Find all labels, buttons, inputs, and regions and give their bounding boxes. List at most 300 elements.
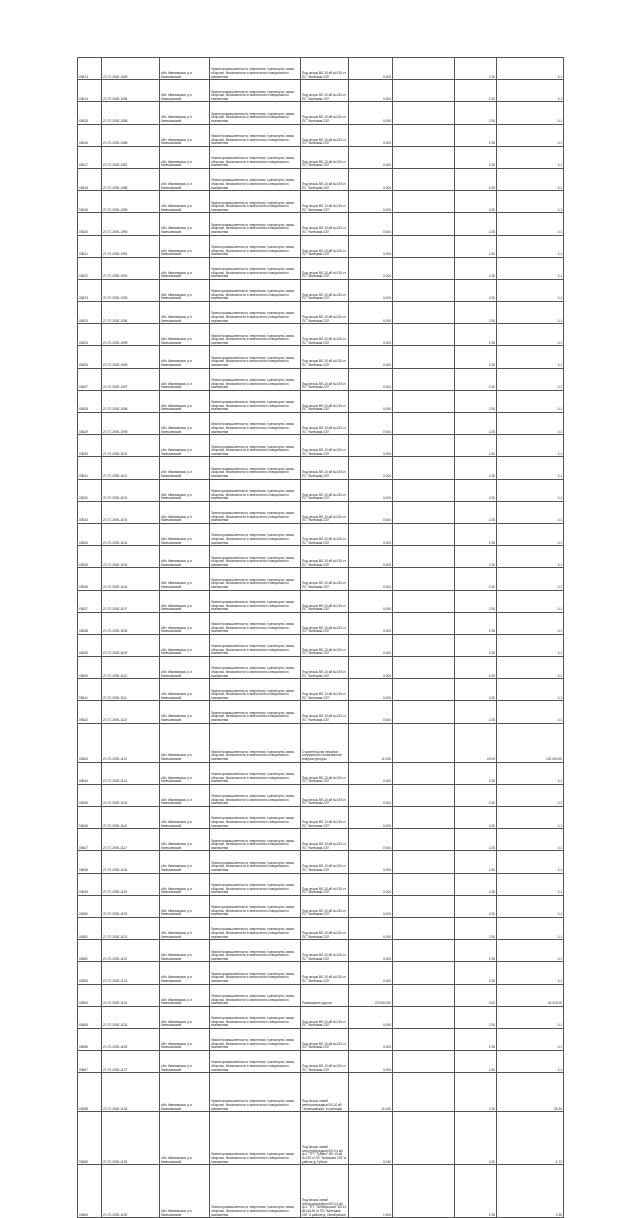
record-purpose: Под опоры ВЛ-10 кВ №130 от ПС "Кинешма 220" bbox=[301, 257, 349, 279]
record-land-category: Земли промышленности, энергетики, транспорта, связи, обороны, безопасности и земли иного специального назначения bbox=[210, 851, 301, 873]
table-row bbox=[78, 501, 564, 523]
record-ref: 27-07-2000-1103 bbox=[102, 501, 160, 523]
record-land-category: Земли промышленности, энергетики, транспорта, связи, обороны, безопасности и земли иного специального назначения bbox=[210, 124, 301, 146]
record-land-category: Земли промышленности, энергетики, транспорта, связи, обороны, безопасности и земли иного специального назначения bbox=[210, 962, 301, 984]
record-ref: 27-07-2000-1116 bbox=[102, 807, 160, 829]
record-purpose: Под опоры ВЛ-10 кВ №130 от ПС "Кинешма 220" bbox=[301, 590, 349, 612]
record-total: 0,1 bbox=[497, 501, 564, 523]
record-blank bbox=[393, 851, 455, 873]
record-total: 0,1 bbox=[497, 962, 564, 984]
record-location: обл. Ивановская, р-н Кинешемский bbox=[160, 940, 210, 962]
table-row bbox=[78, 568, 564, 590]
record-ref: 27-07-2000-1098 bbox=[102, 390, 160, 412]
record-purpose: Под опоры ВЛ-10 кВ №130 от ПС "Кинешма 220" bbox=[301, 851, 349, 873]
record-total: 0,1 bbox=[497, 413, 564, 435]
record-area: 0,004 bbox=[349, 940, 393, 962]
record-ref: 27-07-2000-1122 bbox=[102, 940, 160, 962]
record-land-category: Земли промышленности, энергетики, транспорта, связи, обороны, безопасности и земли иного специального назначения bbox=[210, 1112, 301, 1165]
record-ref: 27-07-2000-1117 bbox=[102, 829, 160, 851]
table-row bbox=[78, 762, 564, 784]
record-purpose: Под опоры ВЛ-10 кВ №130 от ПС "Кинешма 220" bbox=[301, 701, 349, 723]
record-land-category: Земли промышленности, энергетики, транспорта, связи, обороны, безопасности и земли иного специального назначения bbox=[210, 457, 301, 479]
record-price: 2,30 bbox=[455, 257, 497, 279]
record-location: обл. Ивановская, р-н Кинешемский bbox=[160, 807, 210, 829]
record-id: 03627 bbox=[78, 368, 102, 390]
record-blank bbox=[393, 1112, 455, 1165]
record-location: обл. Ивановская, р-н Кинешемский bbox=[160, 102, 210, 124]
record-area: 0,004 bbox=[349, 590, 393, 612]
record-land-category: Земли промышленности, энергетики, транспорта, связи, обороны, безопасности и земли иного специального назначения bbox=[210, 146, 301, 168]
record-area: 0,004 bbox=[349, 657, 393, 679]
record-land-category: Земли промышленности, энергетики, транспорта, связи, обороны, безопасности и земли иного специального назначения bbox=[210, 723, 301, 762]
record-location: обл. Ивановская, р-н Кинешемский bbox=[160, 1006, 210, 1028]
table-row bbox=[78, 435, 564, 457]
record-id: 03617 bbox=[78, 146, 102, 168]
record-price: 2,30 bbox=[455, 546, 497, 568]
record-total: 2,26 bbox=[497, 1165, 564, 1218]
record-id: 03618 bbox=[78, 168, 102, 190]
record-id: 03646 bbox=[78, 807, 102, 829]
record-area: 0,004 bbox=[349, 146, 393, 168]
record-total: 0,1 bbox=[497, 762, 564, 784]
record-price: 2,30 bbox=[455, 413, 497, 435]
record-blank bbox=[393, 191, 455, 213]
record-purpose: Под опоры ВЛ-10 кВ №130 от ПС "Кинешма 220" bbox=[301, 873, 349, 895]
record-id: 03657 bbox=[78, 1051, 102, 1073]
record-blank bbox=[393, 895, 455, 917]
record-purpose: Под опоры ВЛ-10 кВ №130 от ПС "Кинешма 220" bbox=[301, 168, 349, 190]
record-area: 0,004 bbox=[349, 523, 393, 545]
record-price: 0,00 bbox=[455, 984, 497, 1006]
record-id: 03658 bbox=[78, 1073, 102, 1112]
record-total: 1,72 bbox=[497, 1112, 564, 1165]
record-area: 0,004 bbox=[349, 701, 393, 723]
record-id: 03640 bbox=[78, 657, 102, 679]
record-total: 0,1 bbox=[497, 1051, 564, 1073]
record-location: обл. Ивановская, р-н Кинешемский bbox=[160, 1073, 210, 1112]
record-location: обл. Ивановская, р-н Кинешемский bbox=[160, 368, 210, 390]
table-row bbox=[78, 324, 564, 346]
record-location: обл. Ивановская, р-н Кинешемский bbox=[160, 168, 210, 190]
record-price: 2,30 bbox=[455, 324, 497, 346]
record-ref: 27-07-2000-1111 bbox=[102, 679, 160, 701]
table-row bbox=[78, 1165, 564, 1218]
table-row bbox=[78, 701, 564, 723]
record-total: 0,1 bbox=[497, 168, 564, 190]
record-total: 0,1 bbox=[497, 479, 564, 501]
record-id: 03652 bbox=[78, 940, 102, 962]
record-area: 0,004 bbox=[349, 895, 393, 917]
record-total: 0,1 bbox=[497, 435, 564, 457]
record-land-category: Земли промышленности, энергетики, транспорта, связи, обороны, безопасности и земли иного специального назначения bbox=[210, 168, 301, 190]
record-location: обл. Ивановская, р-н Кинешемский bbox=[160, 501, 210, 523]
record-id: 03655 bbox=[78, 1006, 102, 1028]
record-ref: 27-07-2000-1125 bbox=[102, 1006, 160, 1028]
record-land-category: Земли промышленности, энергетики, транспорта, связи, обороны, безопасности и земли иного специального назначения bbox=[210, 895, 301, 917]
record-area: 0,004 bbox=[349, 324, 393, 346]
table-row bbox=[78, 1051, 564, 1073]
table-row bbox=[78, 279, 564, 301]
record-id: 03653 bbox=[78, 962, 102, 984]
record-id: 03632 bbox=[78, 479, 102, 501]
table-row bbox=[78, 1112, 564, 1165]
record-price: 2,30 bbox=[455, 590, 497, 612]
record-price: 2,30 bbox=[455, 679, 497, 701]
table-row bbox=[78, 80, 564, 102]
record-land-category: Земли промышленности, энергетики, транспорта, связи, обороны, безопасности и земли иного специального назначения bbox=[210, 634, 301, 656]
record-total: 0,1 bbox=[497, 302, 564, 324]
record-land-category: Земли промышленности, энергетики, транспорта, связи, обороны, безопасности и земли иного специального назначения bbox=[210, 546, 301, 568]
record-location: обл. Ивановская, р-н Кинешемский bbox=[160, 390, 210, 412]
record-purpose: Под опоры ВЛ-10 кВ №130 от ПС "Кинешма 220" bbox=[301, 612, 349, 634]
record-land-category: Земли промышленности, энергетики, транспорта, связи, обороны, безопасности и земли иного специального назначения bbox=[210, 807, 301, 829]
record-land-category: Земли промышленности, энергетики, транспорта, связи, обороны, безопасности и земли иного специального назначения bbox=[210, 58, 301, 80]
record-purpose: Под опоры ВЛ-10 кВ №130 от ПС "Кинешма 220" bbox=[301, 102, 349, 124]
record-area: 0,004 bbox=[349, 1051, 393, 1073]
record-ref: 27-07-2000-1097 bbox=[102, 368, 160, 390]
record-price: 2,30 bbox=[455, 1051, 497, 1073]
record-area: 11,000 bbox=[349, 723, 393, 762]
record-blank bbox=[393, 523, 455, 545]
record-ref: 27-07-2000-1127 bbox=[102, 1051, 160, 1073]
record-area: 0,004 bbox=[349, 807, 393, 829]
record-land-category: Земли промышленности, энергетики, транспорта, связи, обороны, безопасности и земли иного специального назначения bbox=[210, 80, 301, 102]
record-purpose: Под опоры ВЛ-10 кВ №130 от ПС "Кинешма 220" bbox=[301, 501, 349, 523]
record-ref: 27-07-2000-1124 bbox=[102, 984, 160, 1006]
record-ref: 27-07-2000-1094 bbox=[102, 302, 160, 324]
record-land-category: Земли промышленности, энергетики, транспорта, связи, обороны, безопасности и земли иного специального назначения bbox=[210, 590, 301, 612]
record-blank bbox=[393, 873, 455, 895]
table-row bbox=[78, 807, 564, 829]
record-price: 2,30 bbox=[455, 457, 497, 479]
record-location: обл. Ивановская, р-н Кинешемский bbox=[160, 80, 210, 102]
record-total: 0,1 bbox=[497, 917, 564, 939]
record-area: 0,004 bbox=[349, 679, 393, 701]
record-price: 2,30 bbox=[455, 1112, 497, 1165]
record-ref: 27-07-2000-1100 bbox=[102, 435, 160, 457]
record-purpose: Под опоры ВЛ-10 кВ №130 от ПС "Кинешма 220" bbox=[301, 807, 349, 829]
record-total: 0,1 bbox=[497, 1006, 564, 1028]
record-ref: 27-07-2000-1112 bbox=[102, 701, 160, 723]
record-id: 03628 bbox=[78, 390, 102, 412]
record-blank bbox=[393, 701, 455, 723]
record-purpose: Под опоры ВЛ-10 кВ №130 от ПС "Кинешма 220" bbox=[301, 390, 349, 412]
record-area: 0,004 bbox=[349, 102, 393, 124]
record-total: 0,1 bbox=[497, 612, 564, 634]
record-blank bbox=[393, 917, 455, 939]
record-total: 0,1 bbox=[497, 546, 564, 568]
record-purpose: Под опоры ВЛ-10 кВ №130 от ПС "Кинешма 220" bbox=[301, 1051, 349, 1073]
table-row bbox=[78, 657, 564, 679]
table-row bbox=[78, 1073, 564, 1112]
record-id: 03649 bbox=[78, 873, 102, 895]
record-location: обл. Ивановская, р-н Кинешемский bbox=[160, 568, 210, 590]
record-id: 03651 bbox=[78, 917, 102, 939]
document-sheet bbox=[77, 57, 563, 1218]
record-location: обл. Ивановская, р-н Кинешемский bbox=[160, 213, 210, 235]
record-area: 1,004 bbox=[349, 1165, 393, 1218]
record-ref: 27-07-2000-1114 bbox=[102, 762, 160, 784]
record-blank bbox=[393, 102, 455, 124]
record-purpose: Под опоры ВЛ-10 кВ №130 от ПС "Кинешма 220" bbox=[301, 634, 349, 656]
record-land-category: Земли промышленности, энергетики, транспорта, связи, обороны, безопасности и земли иного специального назначения bbox=[210, 917, 301, 939]
record-location: обл. Ивановская, р-н Кинешемский bbox=[160, 257, 210, 279]
record-area: 0,004 bbox=[349, 279, 393, 301]
record-purpose: Строительство нежилых сооружений и инженерной инфраструктуры bbox=[301, 723, 349, 762]
record-area: 0,040 bbox=[349, 1112, 393, 1165]
record-blank bbox=[393, 612, 455, 634]
record-price: 2,30 bbox=[455, 146, 497, 168]
record-area: 0,004 bbox=[349, 435, 393, 457]
record-location: обл. Ивановская, р-н Кинешемский bbox=[160, 679, 210, 701]
record-location: обл. Ивановская, р-н Кинешемский bbox=[160, 917, 210, 939]
table-row bbox=[78, 895, 564, 917]
record-location: обл. Ивановская, р-н Кинешемский bbox=[160, 302, 210, 324]
table-row bbox=[78, 191, 564, 213]
record-area: 0,004 bbox=[349, 302, 393, 324]
record-land-category: Земли промышленности, энергетики, транспорта, связи, обороны, безопасности и земли иного специального назначения bbox=[210, 940, 301, 962]
record-price: 2,30 bbox=[455, 102, 497, 124]
record-purpose: Под опоры линий электропередачи ВЛ-0,4 кВ ф.1 "ТП" "Губино" ВЛ-10 кВ №130 от ПС "Кинешма 220" в районе д. Губино bbox=[301, 1112, 349, 1165]
record-price: 2,30 bbox=[455, 895, 497, 917]
record-location: обл. Ивановская, р-н Кинешемский bbox=[160, 191, 210, 213]
record-total: 0,1 bbox=[497, 523, 564, 545]
record-land-category: Земли промышленности, энергетики, транспорта, связи, обороны, безопасности и земли иного специального назначения bbox=[210, 435, 301, 457]
record-blank bbox=[393, 1165, 455, 1218]
record-area: 20 000,000 bbox=[349, 984, 393, 1006]
record-blank bbox=[393, 762, 455, 784]
record-ref: 27-07-2000-1118 bbox=[102, 851, 160, 873]
record-ref: 27-07-2000-1093 bbox=[102, 279, 160, 301]
record-location: обл. Ивановская, р-н Кинешемский bbox=[160, 235, 210, 257]
record-blank bbox=[393, 546, 455, 568]
record-ref: 27-07-2000-1107 bbox=[102, 590, 160, 612]
record-area: 0,004 bbox=[349, 829, 393, 851]
table-row bbox=[78, 413, 564, 435]
record-land-category: Земли промышленности, энергетики, транспорта, связи, обороны, безопасности и земли иного специального назначения bbox=[210, 1165, 301, 1218]
record-id: 03629 bbox=[78, 413, 102, 435]
record-location: обл. Ивановская, р-н Кинешемский bbox=[160, 1165, 210, 1218]
record-location: обл. Ивановская, р-н Кинешемский bbox=[160, 851, 210, 873]
record-ref: 27-07-2000-1123 bbox=[102, 962, 160, 984]
record-id: 03637 bbox=[78, 590, 102, 612]
record-id: 03614 bbox=[78, 80, 102, 102]
record-price: 2,30 bbox=[455, 762, 497, 784]
record-blank bbox=[393, 213, 455, 235]
record-land-category: Земли промышленности, энергетики, транспорта, связи, обороны, безопасности и земли иного специального назначения bbox=[210, 1006, 301, 1028]
table-row bbox=[78, 723, 564, 762]
record-purpose: Под опоры ВЛ-10 кВ №130 от ПС "Кинешма 220" bbox=[301, 917, 349, 939]
record-area: 0,004 bbox=[349, 368, 393, 390]
record-ref: 27-07-2000-1090 bbox=[102, 213, 160, 235]
records-table bbox=[77, 57, 564, 1218]
record-land-category: Земли промышленности, энергетики, транспорта, связи, обороны, безопасности и земли иного специального назначения bbox=[210, 102, 301, 124]
record-id: 03626 bbox=[78, 346, 102, 368]
record-area: 0,004 bbox=[349, 501, 393, 523]
record-id: 03631 bbox=[78, 457, 102, 479]
record-blank bbox=[393, 168, 455, 190]
table-row bbox=[78, 590, 564, 612]
record-location: обл. Ивановская, р-н Кинешемский bbox=[160, 829, 210, 851]
record-id: 03622 bbox=[78, 257, 102, 279]
table-row bbox=[78, 368, 564, 390]
record-ref: 27-07-2000-1101 bbox=[102, 457, 160, 479]
record-id: 03638 bbox=[78, 612, 102, 634]
record-purpose: Под опоры ВЛ-10 кВ №130 от ПС "Кинешма 220" bbox=[301, 962, 349, 984]
record-location: обл. Ивановская, р-н Кинешемский bbox=[160, 435, 210, 457]
record-location: обл. Ивановская, р-н Кинешемский bbox=[160, 984, 210, 1006]
record-land-category: Земли промышленности, энергетики, транспорта, связи, обороны, безопасности и земли иного специального назначения bbox=[210, 1028, 301, 1050]
record-area: 0,004 bbox=[349, 568, 393, 590]
record-blank bbox=[393, 940, 455, 962]
record-price: 2,30 bbox=[455, 962, 497, 984]
table-row bbox=[78, 984, 564, 1006]
table-row bbox=[78, 390, 564, 412]
record-location: обл. Ивановская, р-н Кинешемский bbox=[160, 479, 210, 501]
record-ref: 27-07-2000-1129 bbox=[102, 1112, 160, 1165]
record-price: 2,30 bbox=[455, 479, 497, 501]
record-id: 03616 bbox=[78, 124, 102, 146]
record-purpose: Под опоры ВЛ-10 кВ №130 от ПС "Кинешма 220" bbox=[301, 146, 349, 168]
record-location: обл. Ивановская, р-н Кинешемский bbox=[160, 546, 210, 568]
record-purpose: Под опоры ВЛ-10 кВ №130 от ПС "Кинешма 220" bbox=[301, 58, 349, 80]
record-ref: 27-07-2000-1106 bbox=[102, 568, 160, 590]
record-land-category: Земли промышленности, энергетики, транспорта, связи, обороны, безопасности и земли иного специального назначения bbox=[210, 346, 301, 368]
record-total: 0,1 bbox=[497, 679, 564, 701]
record-total: 0,1 bbox=[497, 701, 564, 723]
table-row bbox=[78, 1028, 564, 1050]
record-ref: 27-07-2000-1105 bbox=[102, 546, 160, 568]
record-total: 25,30 bbox=[497, 1073, 564, 1112]
record-blank bbox=[393, 501, 455, 523]
record-area: 0,004 bbox=[349, 784, 393, 806]
record-area: 0,004 bbox=[349, 191, 393, 213]
record-location: обл. Ивановская, р-н Кинешемский bbox=[160, 784, 210, 806]
record-area: 0,004 bbox=[349, 546, 393, 568]
record-blank bbox=[393, 590, 455, 612]
record-blank bbox=[393, 634, 455, 656]
record-id: 03641 bbox=[78, 679, 102, 701]
record-ref: 27-07-2000-1092 bbox=[102, 257, 160, 279]
record-purpose: Под опоры ВЛ-10 кВ №130 от ПС "Кинешма 220" bbox=[301, 679, 349, 701]
record-ref: 27-07-2000-1119 bbox=[102, 873, 160, 895]
record-blank bbox=[393, 479, 455, 501]
record-blank bbox=[393, 962, 455, 984]
table-row bbox=[78, 102, 564, 124]
record-purpose: Под опоры ВЛ-10 кВ №130 от ПС "Кинешма 220" bbox=[301, 191, 349, 213]
record-price: 2,30 bbox=[455, 940, 497, 962]
record-total: 0,1 bbox=[497, 235, 564, 257]
record-price: 2,30 bbox=[455, 279, 497, 301]
record-price: 2,30 bbox=[455, 568, 497, 590]
record-id: 03643 bbox=[78, 723, 102, 762]
record-total: 0,1 bbox=[497, 346, 564, 368]
record-ref: 27-07-2000-1113 bbox=[102, 723, 160, 762]
record-total: 242 000,00 bbox=[497, 723, 564, 762]
record-price: 2,30 bbox=[455, 657, 497, 679]
record-ref: 27-07-2000-1126 bbox=[102, 1028, 160, 1050]
record-total: 0,1 bbox=[497, 279, 564, 301]
record-id: 03620 bbox=[78, 213, 102, 235]
record-purpose: Под опоры ВЛ-10 кВ №130 от ПС "Кинешма 220" bbox=[301, 762, 349, 784]
record-blank bbox=[393, 80, 455, 102]
record-area: 0,004 bbox=[349, 873, 393, 895]
record-location: обл. Ивановская, р-н Кинешемский bbox=[160, 146, 210, 168]
record-id: 03615 bbox=[78, 102, 102, 124]
table-row bbox=[78, 829, 564, 851]
record-price: 2,30 bbox=[455, 829, 497, 851]
record-location: обл. Ивановская, р-н Кинешемский bbox=[160, 762, 210, 784]
record-land-category: Земли промышленности, энергетики, транспорта, связи, обороны, безопасности и земли иного специального назначения bbox=[210, 279, 301, 301]
record-location: обл. Ивановская, р-н Кинешемский bbox=[160, 701, 210, 723]
record-id: 03645 bbox=[78, 784, 102, 806]
record-blank bbox=[393, 807, 455, 829]
record-total: 0,1 bbox=[497, 80, 564, 102]
record-id: 03659 bbox=[78, 1112, 102, 1165]
record-id: 03636 bbox=[78, 568, 102, 590]
record-area: 0,004 bbox=[349, 80, 393, 102]
record-purpose: Под опоры линий электропередачи ВЛ-10 кВ "Зеленцовская" в границах bbox=[301, 1073, 349, 1112]
record-price: 2,30 bbox=[455, 784, 497, 806]
table-row bbox=[78, 962, 564, 984]
table-row bbox=[78, 235, 564, 257]
record-land-category: Земли промышленности, энергетики, транспорта, связи, обороны, безопасности и земли иного специального назначения bbox=[210, 191, 301, 213]
record-price: 2,30 bbox=[455, 523, 497, 545]
record-blank bbox=[393, 124, 455, 146]
record-area: 0,004 bbox=[349, 479, 393, 501]
record-blank bbox=[393, 390, 455, 412]
record-total: 0,1 bbox=[497, 634, 564, 656]
record-area: 0,004 bbox=[349, 762, 393, 784]
record-ref: 27-07-2000-1096 bbox=[102, 346, 160, 368]
record-total: 0,1 bbox=[497, 213, 564, 235]
record-blank bbox=[393, 457, 455, 479]
record-area: 0,004 bbox=[349, 58, 393, 80]
record-id: 03647 bbox=[78, 829, 102, 851]
record-ref: 27-07-2000-1095 bbox=[102, 324, 160, 346]
record-area: 0,004 bbox=[349, 851, 393, 873]
record-price: 2,30 bbox=[455, 58, 497, 80]
record-land-category: Земли промышленности, энергетики, транспорта, связи, обороны, безопасности и земли иного специального назначения bbox=[210, 701, 301, 723]
record-location: обл. Ивановская, р-н Кинешемский bbox=[160, 346, 210, 368]
record-area: 0,004 bbox=[349, 612, 393, 634]
record-area: 0,004 bbox=[349, 346, 393, 368]
record-id: 03650 bbox=[78, 895, 102, 917]
record-id: 03623 bbox=[78, 279, 102, 301]
table-row bbox=[78, 124, 564, 146]
record-ref: 27-07-2000-1108 bbox=[102, 612, 160, 634]
record-location: обл. Ивановская, р-н Кинешемский bbox=[160, 895, 210, 917]
record-id: 03624 bbox=[78, 302, 102, 324]
record-area: 0,004 bbox=[349, 124, 393, 146]
record-purpose: Под опоры ВЛ-10 кВ №130 от ПС "Кинешма 220" bbox=[301, 1006, 349, 1028]
record-price: 2,30 bbox=[455, 168, 497, 190]
record-land-category: Земли промышленности, энергетики, транспорта, связи, обороны, безопасности и земли иного специального назначения bbox=[210, 1051, 301, 1073]
record-purpose: Под опоры ВЛ-10 кВ №130 от ПС "Кинешма 220" bbox=[301, 368, 349, 390]
record-purpose: Под опоры ВЛ-10 кВ №130 от ПС "Кинешма 220" bbox=[301, 213, 349, 235]
record-price: 2,30 bbox=[455, 346, 497, 368]
table-row bbox=[78, 346, 564, 368]
record-id: 03613 bbox=[78, 58, 102, 80]
record-ref: 27-07-2000-1110 bbox=[102, 657, 160, 679]
record-ref: 27-07-2000-1088 bbox=[102, 168, 160, 190]
record-purpose: Под опоры ВЛ-10 кВ №130 от ПС "Кинешма 220" bbox=[301, 657, 349, 679]
record-purpose: Под опоры ВЛ-10 кВ №130 от ПС "Кинешма 220" bbox=[301, 523, 349, 545]
record-id: 03654 bbox=[78, 984, 102, 1006]
record-land-category: Земли промышленности, энергетики, транспорта, связи, обороны, безопасности и земли иного специального назначения bbox=[210, 784, 301, 806]
record-id: 03648 bbox=[78, 851, 102, 873]
record-purpose: Под опоры ВЛ-10 кВ №130 от ПС "Кинешма 220" bbox=[301, 784, 349, 806]
